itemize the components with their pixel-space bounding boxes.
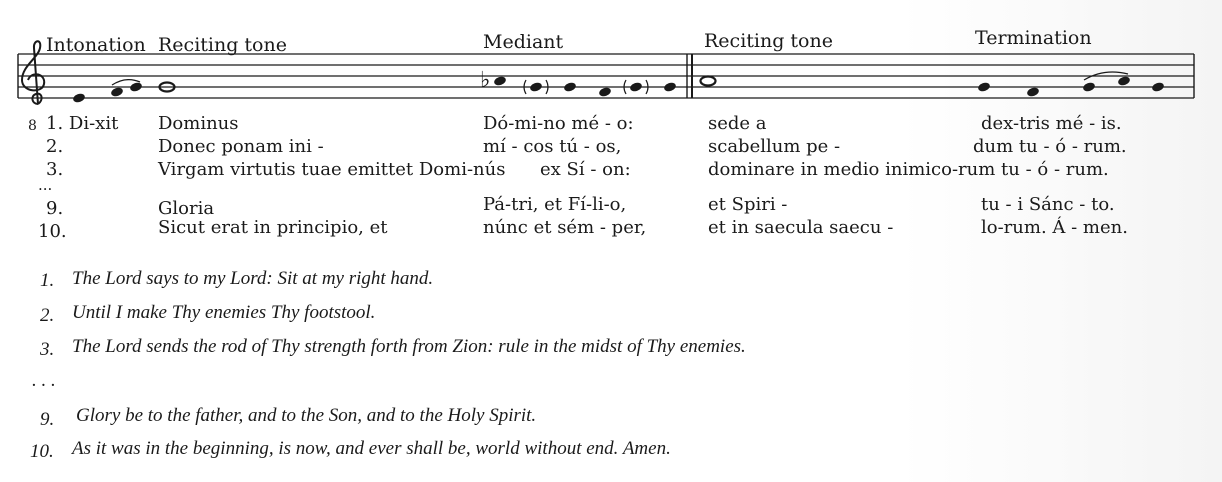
- verse-part-c: dominare in medio inimico-rum tu - ó - rum.: [708, 159, 1109, 180]
- label-reciting-tone-1: Reciting tone: [158, 34, 287, 56]
- translation-text: The Lord sends the rod of Thy strength forth from Zion: rule in the midst of Thy enemies.: [72, 336, 746, 357]
- clef-octave-marker: 8: [28, 118, 37, 134]
- verse-part-b: mí - cos tú - os,: [483, 136, 622, 157]
- verse-number: 10.: [38, 221, 67, 242]
- translation-text: The Lord says to my Lord: Sit at my right hand.: [72, 268, 434, 289]
- intonation-notes: [72, 81, 143, 104]
- reciting-note-2: [701, 77, 716, 86]
- verse-part-a: Virgam virtutis tuae emittet Domi-nús: [158, 159, 506, 180]
- verse-part-a: Gloria: [158, 198, 215, 219]
- translation-number: 2.: [40, 305, 55, 326]
- verse-number: 2.: [46, 136, 64, 157]
- verse-part-a: Donec ponam ini -: [158, 136, 324, 157]
- translation-text: Glory be to the father, and to the Son, and to the Holy Spirit.: [76, 405, 537, 426]
- translation-text: As it was in the beginning, is now, and ever shall be, world without end. Amen.: [72, 438, 671, 459]
- label-intonation: Intonation: [46, 34, 146, 56]
- verse-part-b: ex Sí - on:: [540, 159, 631, 180]
- translation-ellipsis: . . .: [32, 370, 56, 391]
- verse-part-d: dum tu - ó - rum.: [973, 136, 1127, 157]
- flat-icon: ♭: [480, 68, 491, 93]
- translation-number: 10.: [30, 441, 54, 462]
- label-mediant: Mediant: [483, 31, 564, 53]
- verse-part-c: scabellum pe -: [708, 136, 841, 157]
- verse-part-a: Dominus: [158, 113, 239, 134]
- label-termination: Termination: [975, 27, 1092, 49]
- verse-part-c: et Spiri -: [708, 194, 788, 215]
- verse-number: 9.: [46, 198, 64, 219]
- verse-part-b: Pá-tri, et Fí-li-o,: [483, 194, 627, 215]
- translation-number: 9.: [40, 409, 55, 430]
- verse-number: 1. Di-xit: [46, 113, 119, 134]
- verse-part-b: núnc et sém - per,: [483, 217, 647, 238]
- verse-number: 3.: [46, 159, 64, 180]
- verse-part-d: dex-tris mé - is.: [981, 113, 1122, 134]
- verse-part-c: sede a: [708, 113, 767, 134]
- verse-part-d: tu - i Sánc - to.: [981, 194, 1115, 215]
- translation-text: Until I make Thy enemies Thy footstool.: [72, 302, 376, 323]
- translation-number: 1.: [40, 270, 55, 291]
- treble-clef-icon: [22, 41, 44, 104]
- verse-ellipsis: ...: [38, 176, 53, 194]
- verse-part-d: lo-rum. Á - men.: [981, 217, 1128, 238]
- verse-part-c: et in saecula saecu -: [708, 217, 894, 238]
- verse-part-b: Dó-mi-no mé - o:: [483, 113, 634, 134]
- label-reciting-tone-2: Reciting tone: [704, 30, 833, 52]
- translation-number: 3.: [40, 339, 55, 360]
- verse-part-a: Sicut erat in principio, et: [158, 217, 388, 238]
